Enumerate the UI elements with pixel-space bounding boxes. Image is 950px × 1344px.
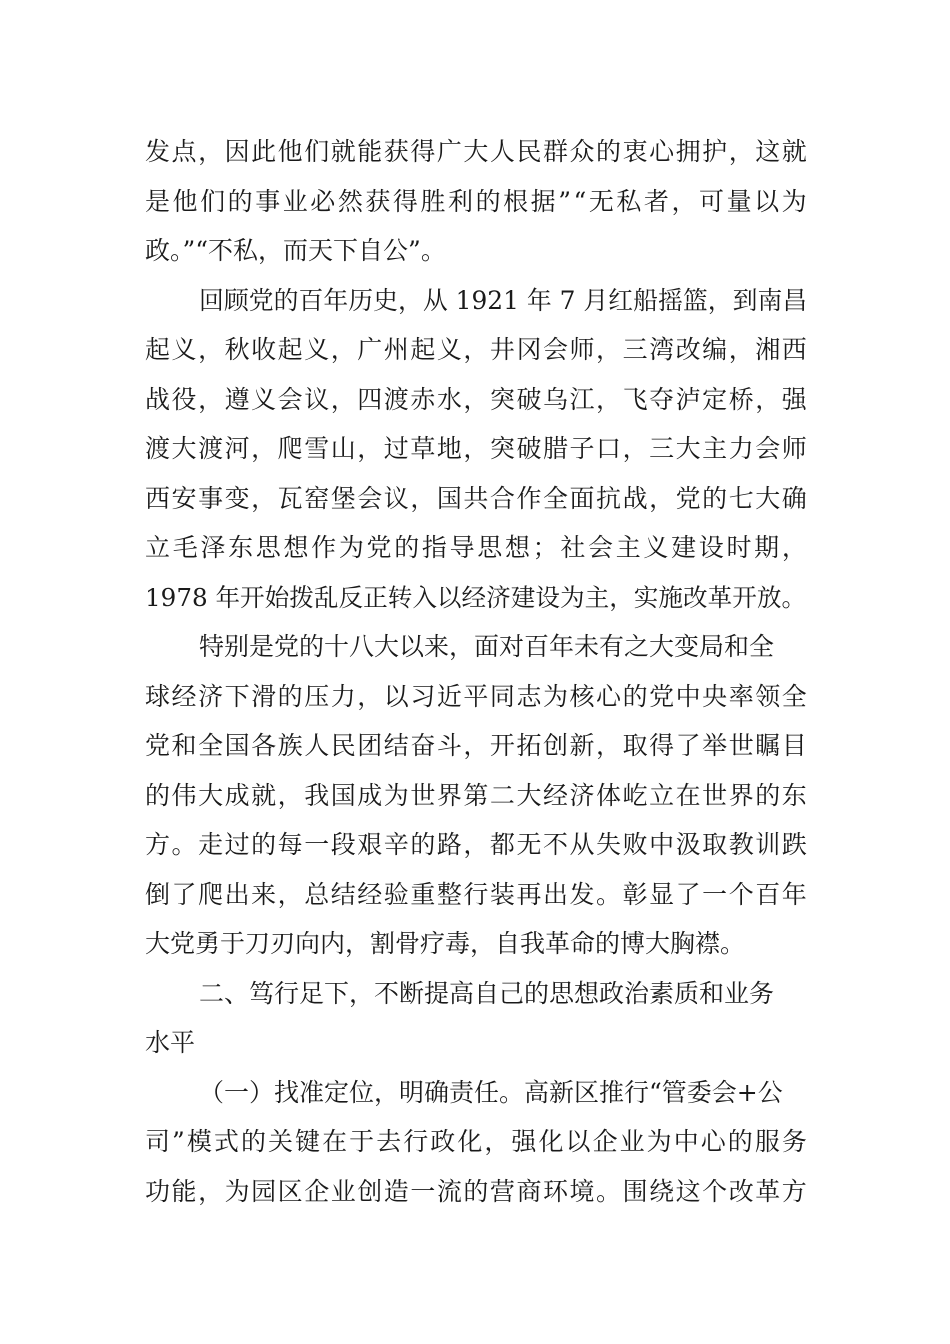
text-line: 政。”“不私，而天下自公”。 (145, 236, 446, 265)
paragraph-start-line: （一）找准定位，明确责任。高新区推行“管委会+公 (199, 1077, 783, 1107)
text-line: 党 和 全 国 各 族 人 民 团 结 奋 斗 ， 开 拓 创 新 ， 取 得 了 举 世 瞩 目 (145, 731, 807, 760)
body-text (145, 127, 807, 1216)
paragraph-start-line: 特别是党的十八大以来，面对百年未有之大变局和全 (199, 632, 775, 661)
text-line: 是 他 们 的 事 业 必 然 获 得 胜 利 的 根 据 ” “ 无 私 者 ， 可 量 以 为 (145, 186, 807, 216)
text-line: 战 役 ， 遵 义 会 议 ， 四 渡 赤 水 ， 突 破 乌 江 ， 飞 夺 泸 定 桥 ， 强 (145, 384, 807, 414)
text-line: 1978 年开始拨乱反正转入以经济建设为主，实施改革开放。 (145, 582, 807, 612)
text-line: 司 ” 模 式 的 关 键 在 于 去 行 政 化 ， 强 化 以 企 业 为 中 心 的 服 务 (145, 1127, 807, 1156)
text-line: 渡 大 渡 河 ， 爬 雪 山 ， 过 草 地 ， 突 破 腊 子 口 ， 三 大 主 力 会 师 (145, 434, 807, 463)
paragraph-start-line: 回顾党的百年历史，从 1921 年 7 月红船摇篮，到南昌 (199, 285, 808, 315)
text-line: 大党勇于刀刃向内，割骨疗毒，自我革命的博大胸襟。 (145, 929, 746, 958)
text-line: 的 伟 大 成 就 ， 我 国 成 为 世 界 第 二 大 经 济 体 屹 立 在 世 界 的 东 (145, 780, 807, 810)
text-line: 功 能 ， 为 园 区 企 业 创 造 一 流 的 营 商 环 境 。 围 绕 这 个 改 革 方 (145, 1176, 807, 1206)
text-line: 球 经 济 下 滑 的 压 力 ， 以 习 近 平 同 志 为 核 心 的 党 中 央 率 领 全 (145, 681, 807, 711)
text-line: 发 点 ， 因 此 他 们 就 能 获 得 广 大 人 民 群 众 的 衷 心 拥 护 ， 这 就 (145, 137, 807, 166)
section-heading-line: 水平 (145, 1028, 196, 1057)
text-line: 倒 了 爬 出 来 ， 总 结 经 验 重 整 行 装 再 出 发 。 彰 显 了 一 个 百 年 (145, 879, 807, 909)
section-heading-line: 二、笃行足下，不断提高自己的思想政治素质和业务 (199, 978, 775, 1008)
text-line: 起 义 ， 秋 收 起 义 ， 广 州 起 义 ， 井 冈 会 师 ， 三 湾 改 编 ， 湘 西 (145, 335, 807, 364)
text-line: 立 毛 泽 东 思 想 作 为 党 的 指 导 思 想 ； 社 会 主 义 建 设 时 期 ， (145, 533, 807, 562)
text-line: 西 安 事 变 ， 瓦 窑 堡 会 议 ， 国 共 合 作 全 面 抗 战 ， 党 的 七 大 确 (145, 483, 807, 513)
text-line: 方 。 走 过 的 每 一 段 艰 辛 的 路 ， 都 无 不 从 失 败 中 汲 取 教 训 跌 (145, 830, 807, 859)
